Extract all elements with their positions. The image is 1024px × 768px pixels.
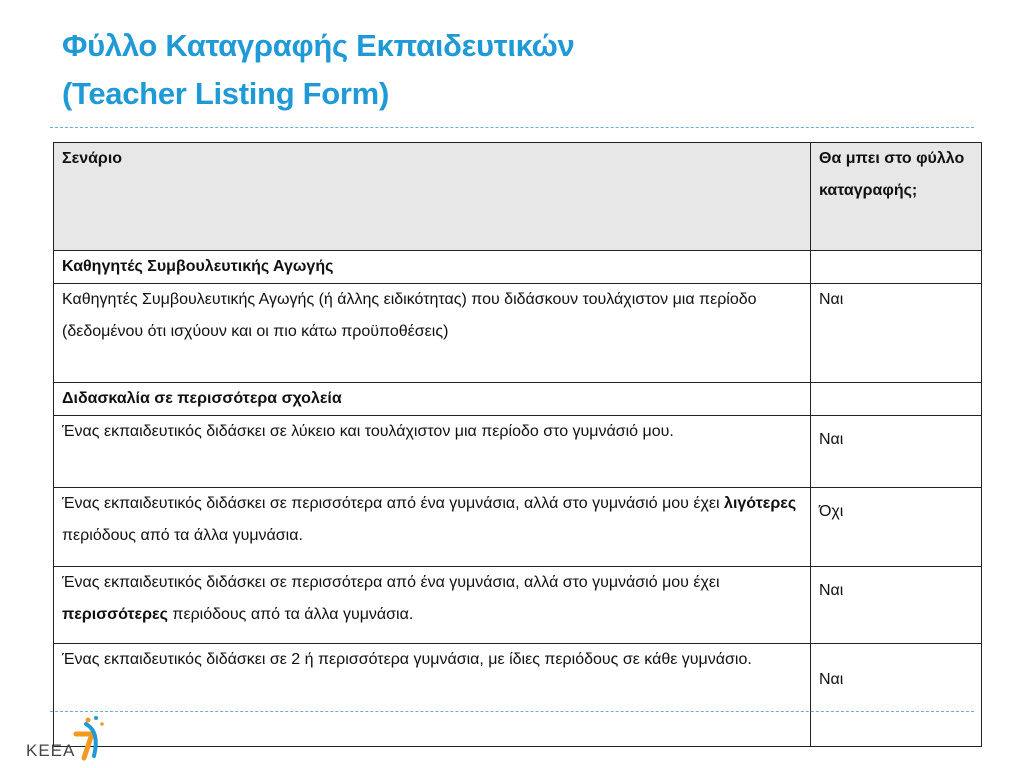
logo-seven-mark — [76, 734, 92, 758]
section-empty-cell — [811, 383, 982, 416]
scenario-cell: Ένας εκπαιδευτικός διδάσκει σε 2 ή περισσότερα γυμνάσια, με ίδιες περιόδους σε κάθε γυμνάσιο. — [54, 644, 811, 747]
title-line-greek: Φύλλο Καταγραφής Εκπαιδευτικών — [62, 28, 575, 63]
section-empty-cell — [811, 251, 982, 284]
scenario-text: περιόδους από τα άλλα γυμνάσια. — [62, 527, 303, 544]
answer-cell: Ναι — [811, 416, 982, 488]
scenario-cell — [54, 567, 811, 644]
bottom-dashed-divider — [50, 711, 974, 712]
answer-cell: Ναι — [811, 567, 982, 644]
scenario-text: περιόδους από τα άλλα γυμνάσια. — [167, 606, 414, 623]
scenario-cell: Καθηγητές Συμβουλευτικής Αγωγής (ή άλλης ειδικότητας) που διδάσκουν τουλάχιστον μια περίοδο (δεδομένου ότι ισχύουν και οι πιο κάτω προϋποθέσεις) — [54, 284, 811, 383]
title-line-english: (Teacher Listing Form) — [62, 76, 389, 111]
section-title-multiple-schools: Διδασκαλία σε περισσότερα σχολεία — [54, 383, 811, 416]
logo-dot — [100, 722, 104, 726]
teacher-listing-table — [53, 142, 982, 747]
header-answer: Θα μπει στο φύλλο καταγραφής; — [811, 143, 982, 251]
top-dashed-divider — [50, 127, 974, 128]
scenario-text: Ένας εκπαιδευτικός διδάσκει σε περισσότερα από ένα γυμνάσια, αλλά στο γυμνάσιό μου έχει — [62, 574, 720, 591]
answer-cell: Όχι — [811, 488, 982, 567]
scenario-emphasis: λιγότερες — [724, 495, 797, 512]
table-row — [54, 567, 982, 644]
table-header-row — [54, 143, 982, 251]
scenario-cell: Ένας εκπαιδευτικός διδάσκει σε λύκειο και τουλάχιστον μια περίοδο στο γυμνάσιό μου. — [54, 416, 811, 488]
section-row-multiple-schools — [54, 383, 982, 416]
logo-dot — [94, 716, 98, 720]
page-title — [62, 22, 574, 118]
table-row — [54, 416, 982, 488]
table-row — [54, 284, 982, 383]
section-title-counselling: Καθηγητές Συμβουλευτικής Αγωγής — [54, 251, 811, 284]
scenario-emphasis: περισσότερες — [62, 606, 168, 623]
header-scenario: Σενάριο — [54, 143, 811, 251]
logo-dot — [86, 718, 91, 723]
logo-text: ΚΕΕΑ — [26, 741, 76, 760]
section-row-counselling — [54, 251, 982, 284]
answer-cell: Ναι — [811, 284, 982, 383]
keea-logo — [26, 712, 116, 764]
table-row — [54, 488, 982, 567]
scenario-cell — [54, 488, 811, 567]
table-row — [54, 644, 982, 747]
scenario-text: Ένας εκπαιδευτικός διδάσκει σε περισσότερα από ένα γυμνάσια, αλλά στο γυμνάσιό μου έχει — [62, 495, 725, 512]
answer-cell: Ναι — [811, 644, 982, 747]
